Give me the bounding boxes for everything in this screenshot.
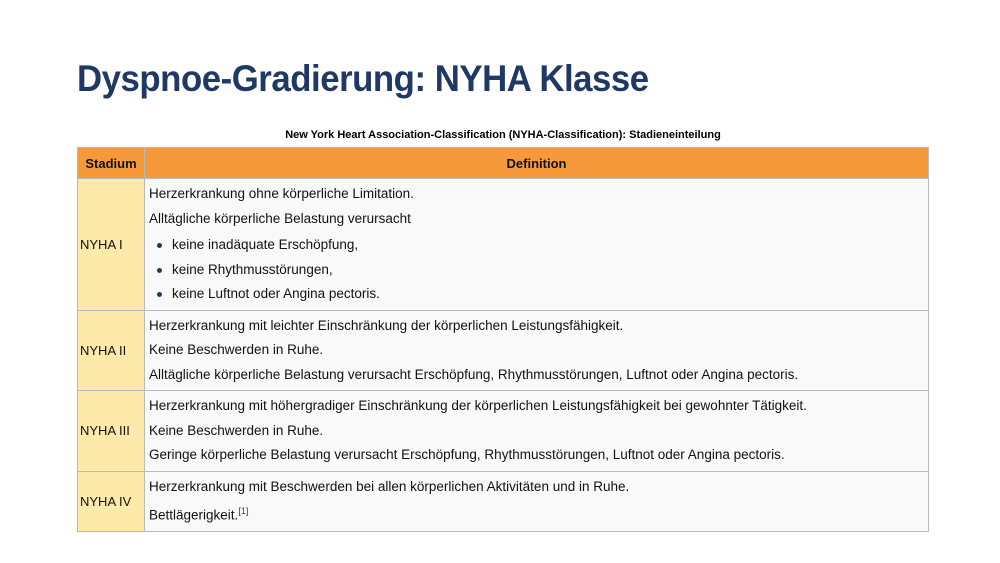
definition-cell (145, 179, 929, 311)
table-caption: New York Heart Association-Classification (NYHA-Classification): Stadieneinteilung (285, 129, 721, 141)
definition-line: Keine Beschwerden in Ruhe. (149, 342, 324, 357)
definition-line: Herzerkrankung mit Beschwerden bei allen körperlichen Aktivitäten und in Ruhe. (149, 478, 630, 494)
table-row-nyha-4 (78, 471, 929, 532)
definition-line: Herzerkrankung mit höhergradiger Einschränkung der körperlichen Leistungsfähigkeit bei gewohnter Tätigkeit. (149, 398, 807, 413)
stage-cell: NYHA IV (78, 471, 145, 532)
definition-line: Alltägliche körperliche Belastung verursacht (149, 210, 411, 226)
stage-cell: NYHA III (78, 391, 145, 472)
header-stadium: Stadium (78, 148, 145, 179)
table-row-nyha-3 (78, 391, 929, 472)
table-row-nyha-1 (78, 179, 929, 311)
definition-cell (145, 391, 929, 472)
list-item: keine inadäquate Erschöpfung, (149, 233, 924, 258)
nyha-table (77, 147, 929, 532)
definition-cell (145, 471, 929, 532)
stage-cell: NYHA II (78, 310, 145, 391)
table-header-row (78, 148, 929, 179)
definition-line: Alltägliche körperliche Belastung verursacht Erschöpfung, Rhythmusstörungen, Luftnot oder Angina pectoris. (149, 366, 799, 382)
definition-line: Geringe körperliche Belastung verursacht Erschöpfung, Rhythmusstörungen, Luftnot oder Angina pectoris. (149, 447, 785, 462)
list-item: keine Luftnot oder Angina pectoris. (149, 282, 924, 307)
symptom-list (149, 233, 924, 307)
definition-text: Bettlägerigkeit. (149, 507, 239, 523)
stage-cell: NYHA I (78, 179, 145, 311)
reference-link[interactable]: [1] (238, 506, 249, 516)
definition-line: Keine Beschwerden in Ruhe. (149, 422, 324, 438)
definition-line: Herzerkrankung mit leichter Einschränkung der körperlichen Leistungsfähigkeit. (149, 317, 624, 333)
list-item: keine Rhythmusstörungen, (149, 258, 924, 283)
definition-line: Herzerkrankung ohne körperliche Limitation. (149, 186, 414, 201)
definition-cell (145, 310, 929, 391)
slide-title: Dyspnoe-Gradierung: NYHA Klasse (77, 58, 649, 99)
header-definition: Definition (145, 148, 929, 179)
definition-line (149, 499, 924, 528)
table-row-nyha-2 (78, 310, 929, 391)
